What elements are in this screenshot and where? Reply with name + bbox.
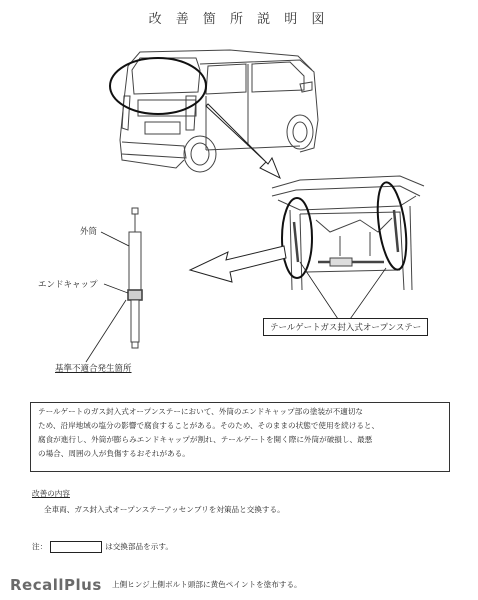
page-title: 改 善 箇 所 説 明 図: [148, 12, 330, 27]
arrow-to-detail: [206, 104, 280, 178]
stay-name-label: テールゲートガス封入式オープンステー: [263, 318, 428, 336]
description-text: [38, 405, 446, 461]
watermark: RecallPlus: [10, 576, 102, 594]
nonconforming-location-label: 基準不適合発生箇所: [55, 364, 132, 374]
note-suffix: は交換部品を示す。: [105, 542, 173, 551]
detail-drawing: [272, 176, 424, 290]
description-line: の場合、周囲の人が負傷するおそれがある。: [38, 449, 190, 458]
improvement-heading: 改善の内容: [32, 489, 70, 498]
replacement-part-swatch: [50, 541, 102, 553]
outer-cylinder-label: 外筒: [80, 227, 98, 237]
arrow-to-stay: [190, 246, 286, 282]
description-line: ため、沿岸地域の塩分の影響で腐食することがある。そのため、そのままの状態で使用を続けると、: [38, 421, 380, 430]
gas-stay-drawing: [128, 208, 142, 348]
note: [32, 541, 173, 553]
left-stay-highlight: [282, 198, 312, 278]
description-line: テールゲートのガス封入式オープンステーにおいて、外筒のエンドキャップ部の塗装が不適切な: [38, 407, 364, 416]
description-line: 腐食が進行し、外筒が膨らみエンドキャップが割れ、テールゲートを開く際に外筒が破損し、最悪: [38, 435, 373, 444]
mark-text: 上側ヒンジ上側ボルト頭部に黄色ペイントを塗布する。: [112, 580, 302, 589]
car-drawing: [120, 50, 318, 172]
right-stay-highlight: [373, 181, 411, 272]
improvement-text: 全車両、ガス封入式オープンステーアッセンブリを対策品と交換する。: [44, 505, 285, 514]
stay-leaders: [86, 232, 129, 362]
tailgate-highlight: [110, 58, 206, 114]
end-cap-label: エンドキャップ: [38, 280, 98, 290]
note-prefix: 注：: [32, 542, 48, 551]
